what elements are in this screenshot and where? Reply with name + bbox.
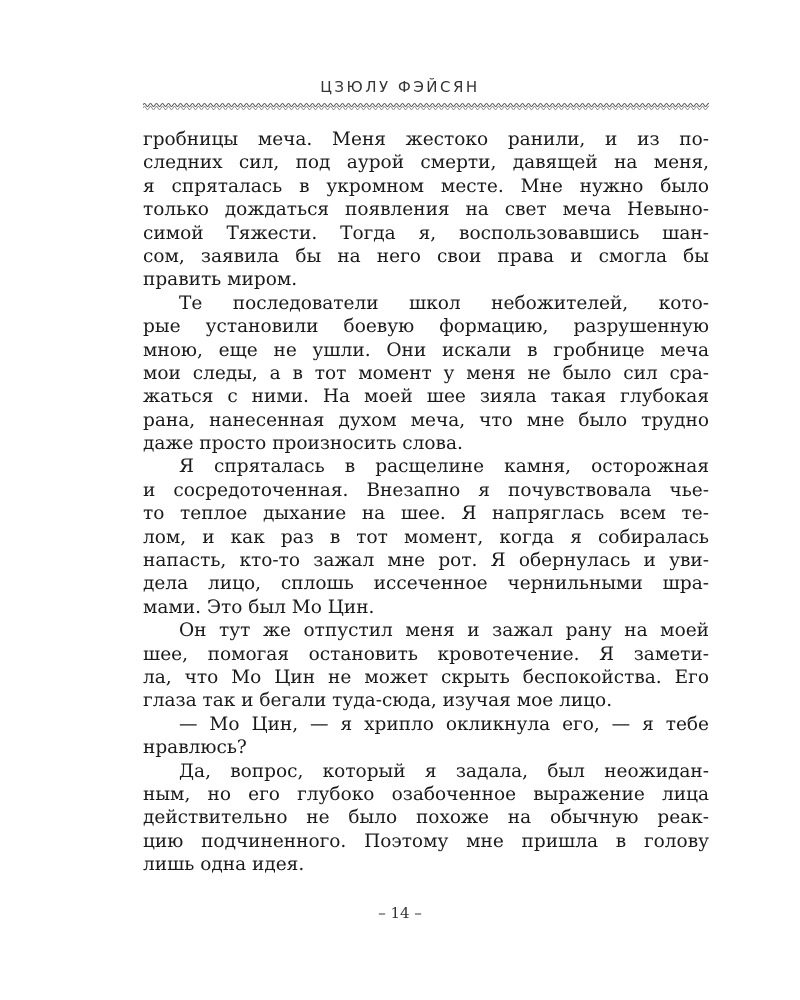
body-text — [143, 128, 709, 877]
text-line: сом, заявила бы на него свои права и смогла бы — [143, 245, 709, 267]
running-head: ЦЗЮЛУ ФЭЙСЯН — [320, 78, 480, 96]
decorative-wave-rule — [143, 99, 709, 113]
text-line: и сосредоточенная. Внезапно я почувствовала чье- — [143, 479, 709, 501]
text-line: шее, помогая остановить кровотечение. Я замети- — [143, 643, 709, 665]
text-line: мами. Это был Мо Цин. — [143, 596, 375, 618]
text-line: даже просто произносить слова. — [143, 433, 463, 455]
page-number: – 14 – — [378, 904, 422, 922]
text-line: то теплое дыхание на шее. Я напряглась всем те- — [143, 503, 709, 525]
text-line: напасть, кто-то зажал мне рот. Я обернулась и уви- — [143, 550, 709, 572]
text-line: мною, еще не ушли. Они искали в гробнице меча — [143, 339, 709, 361]
text-line: гробницы меча. Меня жестоко ранили, и из по- — [143, 129, 709, 150]
text-line: я спряталась в укромном месте. Мне нужно было — [143, 175, 709, 197]
text-line: действительно не было похоже на обычную реак- — [143, 807, 709, 829]
text-line: дела лицо, сплошь иссеченное чернильными шра- — [143, 573, 709, 595]
text-line: рые установили боевую формацию, разрушенную — [143, 316, 709, 338]
text-line: Те последователи школ небожителей, кото- — [179, 292, 709, 314]
text-line: мои следы, а в тот момент у меня не было сил сра- — [143, 362, 709, 384]
text-line: Я спряталась в расщелине камня, осторожная — [179, 456, 709, 478]
text-line: рана, нанесенная духом меча, что мне было трудно — [143, 409, 709, 431]
text-line: симой Тяжести. Тогда я, воспользовавшись шан- — [143, 222, 709, 244]
text-line: следних сил, под аурой смерти, давящей на меня, — [143, 152, 709, 174]
text-line: править миром. — [143, 269, 298, 291]
text-line: — Мо Цин, — я хрипло окликнула его, — я тебе — [179, 713, 709, 735]
text-line: жаться с ними. На моей шее зияла такая глубокая — [143, 386, 709, 408]
text-line: лишь одна идея. — [143, 854, 305, 876]
text-line: ным, но его глубоко озабоченное выражение лица — [143, 783, 709, 805]
text-line: Да, вопрос, который я задала, был неожидан- — [179, 760, 709, 782]
text-line: цию подчиненного. Поэтому мне пришла в голову — [143, 830, 709, 852]
text-line: нравлюсь? — [143, 737, 247, 759]
text-line: только дождаться появления на свет меча Невыно- — [143, 199, 709, 221]
text-line: глаза так и бегали туда-сюда, изучая мое лицо. — [143, 690, 613, 712]
text-line: Он тут же отпустил меня и зажал рану на моей — [179, 620, 709, 642]
text-line: лом, и как раз в тот момент, когда я собиралась — [143, 526, 709, 548]
text-line: ла, что Мо Цин не может скрыть беспокойства. Его — [143, 666, 709, 688]
